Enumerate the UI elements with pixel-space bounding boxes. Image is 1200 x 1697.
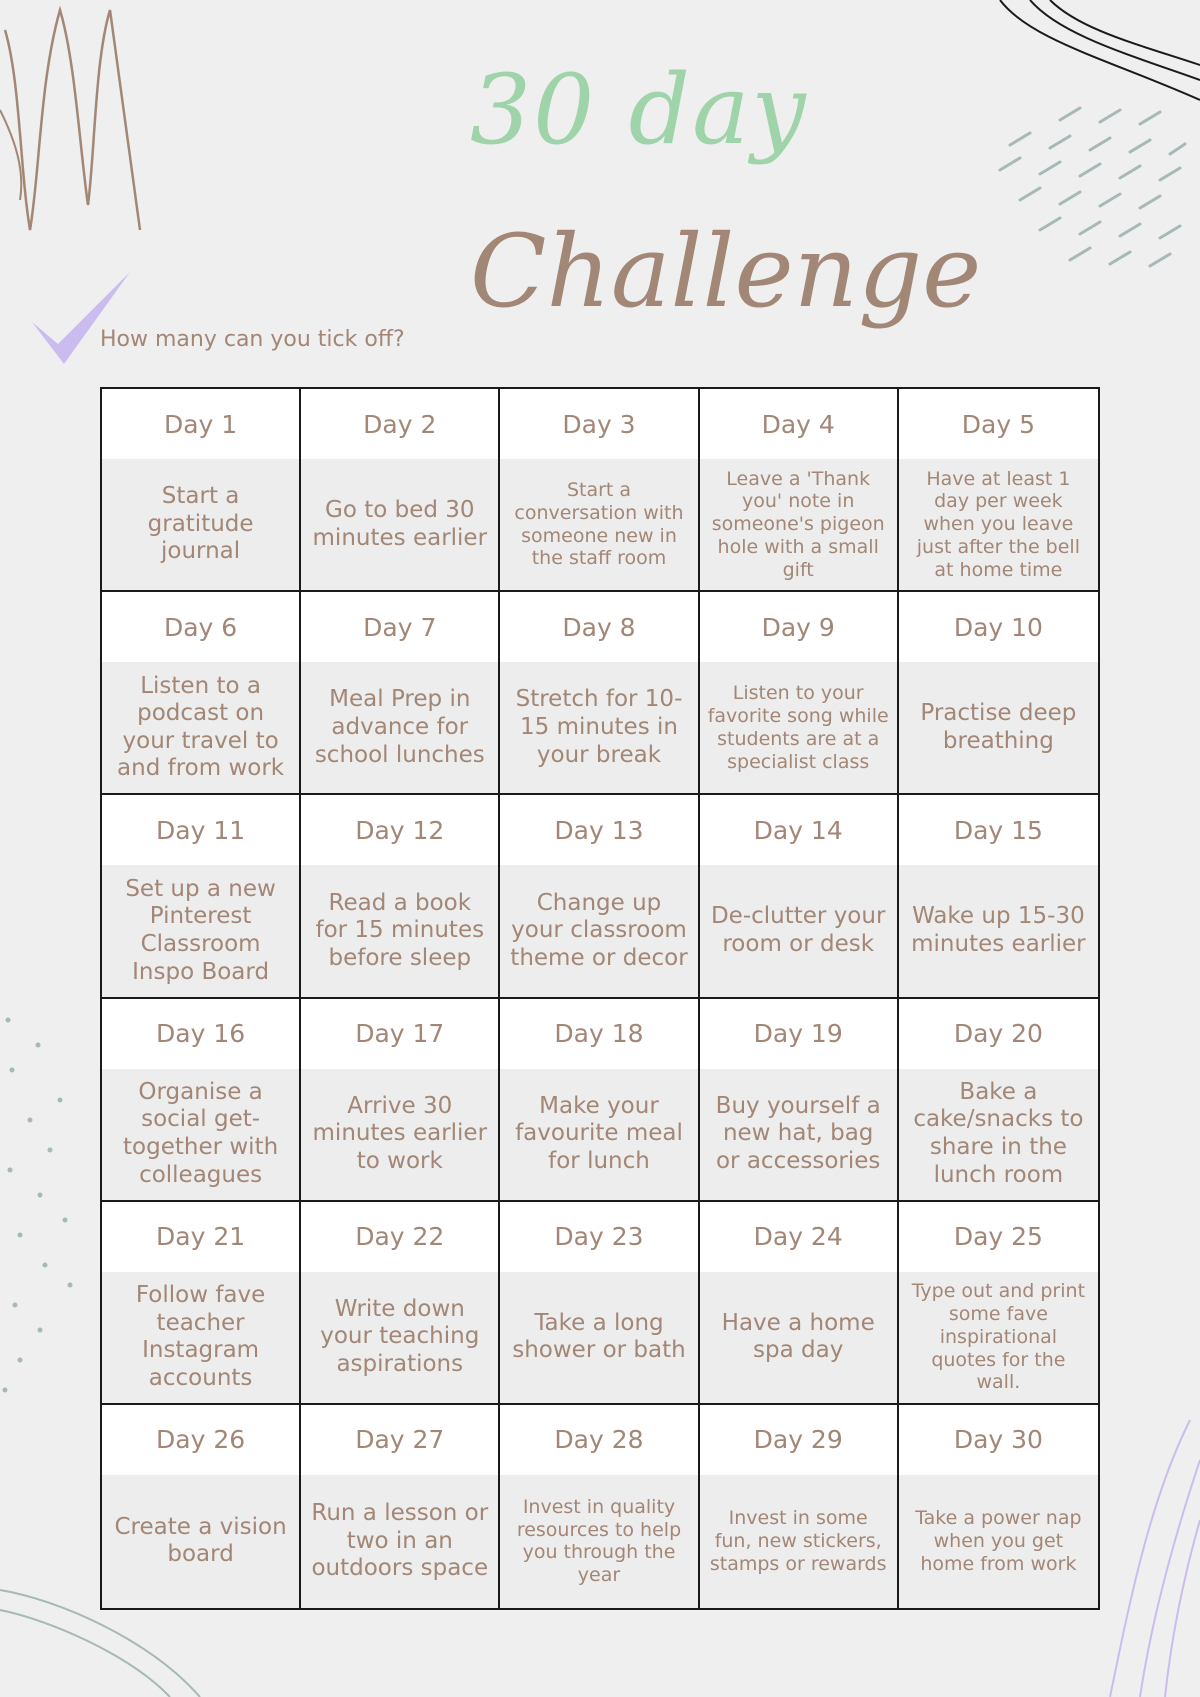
day-cell bbox=[301, 592, 500, 795]
day-task: Practise deep breathing bbox=[899, 662, 1098, 793]
day-label: Day 26 bbox=[102, 1405, 299, 1475]
day-cell bbox=[301, 389, 500, 592]
day-label: Day 13 bbox=[500, 795, 697, 865]
day-task: Read a book for 15 minutes before sleep bbox=[301, 865, 498, 996]
day-label: Day 20 bbox=[899, 999, 1098, 1069]
day-label: Day 9 bbox=[700, 592, 897, 662]
title-line-2: Challenge bbox=[470, 213, 982, 330]
day-cell bbox=[899, 592, 1098, 795]
day-cell bbox=[500, 795, 699, 998]
day-task: Buy yourself a new hat, bag or accessories bbox=[700, 1069, 897, 1200]
day-label: Day 19 bbox=[700, 999, 897, 1069]
day-cell bbox=[899, 1202, 1098, 1405]
subtitle: How many can you tick off? bbox=[100, 327, 405, 352]
day-label: Day 21 bbox=[102, 1202, 299, 1272]
day-task: Make your favourite meal for lunch bbox=[500, 1069, 697, 1200]
day-cell bbox=[102, 999, 301, 1202]
day-label: Day 18 bbox=[500, 999, 697, 1069]
day-task: Meal Prep in advance for school lunches bbox=[301, 662, 498, 793]
day-task: Start a gratitude journal bbox=[102, 459, 299, 590]
day-cell bbox=[102, 592, 301, 795]
day-cell bbox=[102, 1202, 301, 1405]
day-label: Day 3 bbox=[500, 389, 697, 459]
day-task: Listen to a podcast on your travel to and from work bbox=[102, 662, 299, 793]
title-line-1: 30 day bbox=[470, 54, 808, 166]
day-label: Day 28 bbox=[500, 1405, 697, 1475]
day-label: Day 22 bbox=[301, 1202, 498, 1272]
day-cell bbox=[102, 1405, 301, 1608]
day-cell bbox=[500, 592, 699, 795]
purple-scribble-decoration bbox=[1090, 1400, 1200, 1697]
day-task: Listen to your favorite song while students are at a specialist class bbox=[700, 662, 897, 793]
day-task: Have a home spa day bbox=[700, 1272, 897, 1403]
day-label: Day 1 bbox=[102, 389, 299, 459]
day-label: Day 23 bbox=[500, 1202, 697, 1272]
day-cell bbox=[301, 999, 500, 1202]
day-cell bbox=[899, 795, 1098, 998]
day-cell bbox=[700, 999, 899, 1202]
day-task: Create a vision board bbox=[102, 1475, 299, 1608]
day-task: Follow fave teacher Instagram accounts bbox=[102, 1272, 299, 1403]
day-task: Wake up 15-30 minutes earlier bbox=[899, 865, 1098, 996]
day-cell bbox=[899, 389, 1098, 592]
day-label: Day 5 bbox=[899, 389, 1098, 459]
dash-pattern-decoration bbox=[990, 100, 1190, 300]
day-cell bbox=[301, 1405, 500, 1608]
day-cell bbox=[899, 999, 1098, 1202]
day-cell bbox=[500, 999, 699, 1202]
day-task: Arrive 30 minutes earlier to work bbox=[301, 1069, 498, 1200]
day-cell bbox=[899, 1405, 1098, 1608]
day-label: Day 16 bbox=[102, 999, 299, 1069]
day-label: Day 30 bbox=[899, 1405, 1098, 1475]
challenge-grid bbox=[100, 387, 1100, 1610]
day-task: Write down your teaching aspirations bbox=[301, 1272, 498, 1403]
day-task: Stretch for 10-15 minutes in your break bbox=[500, 662, 697, 793]
day-task: Have at least 1 day per week when you leave just after the bell at home time bbox=[899, 459, 1098, 590]
day-cell bbox=[700, 592, 899, 795]
day-task: Organise a social get-together with colleagues bbox=[102, 1069, 299, 1200]
day-cell bbox=[500, 389, 699, 592]
day-task: Start a conversation with someone new in the staff room bbox=[500, 459, 697, 590]
check-icon bbox=[30, 272, 135, 367]
day-label: Day 4 bbox=[700, 389, 897, 459]
day-task: Go to bed 30 minutes earlier bbox=[301, 459, 498, 590]
day-cell bbox=[500, 1202, 699, 1405]
day-task: Take a long shower or bath bbox=[500, 1272, 697, 1403]
day-label: Day 27 bbox=[301, 1405, 498, 1475]
day-task: Invest in some fun, new stickers, stamps or rewards bbox=[700, 1475, 897, 1608]
day-task: Run a lesson or two in an outdoors space bbox=[301, 1475, 498, 1608]
day-cell bbox=[102, 389, 301, 592]
day-label: Day 7 bbox=[301, 592, 498, 662]
day-cell bbox=[700, 389, 899, 592]
day-cell bbox=[700, 795, 899, 998]
day-label: Day 2 bbox=[301, 389, 498, 459]
day-task: Bake a cake/snacks to share in the lunch room bbox=[899, 1069, 1098, 1200]
day-task: Set up a new Pinterest Classroom Inspo Board bbox=[102, 865, 299, 996]
day-task: Change up your classroom theme or decor bbox=[500, 865, 697, 996]
day-cell bbox=[700, 1202, 899, 1405]
day-cell bbox=[700, 1405, 899, 1608]
day-label: Day 10 bbox=[899, 592, 1098, 662]
day-label: Day 25 bbox=[899, 1202, 1098, 1272]
day-task: Take a power nap when you get home from work bbox=[899, 1475, 1098, 1608]
day-label: Day 12 bbox=[301, 795, 498, 865]
day-cell bbox=[500, 1405, 699, 1608]
day-label: Day 11 bbox=[102, 795, 299, 865]
day-label: Day 15 bbox=[899, 795, 1098, 865]
day-task: Leave a 'Thank you' note in someone's pigeon hole with a small gift bbox=[700, 459, 897, 590]
day-cell bbox=[102, 795, 301, 998]
day-label: Day 14 bbox=[700, 795, 897, 865]
day-task: Invest in quality resources to help you through the year bbox=[500, 1475, 697, 1608]
day-label: Day 6 bbox=[102, 592, 299, 662]
day-label: Day 17 bbox=[301, 999, 498, 1069]
dot-pattern-decoration bbox=[0, 1010, 90, 1410]
day-label: Day 24 bbox=[700, 1202, 897, 1272]
brown-scribble-decoration bbox=[0, 0, 160, 240]
day-cell bbox=[301, 795, 500, 998]
day-task: Type out and print some fave inspirational quotes for the wall. bbox=[899, 1272, 1098, 1403]
day-label: Day 8 bbox=[500, 592, 697, 662]
day-task: De-clutter your room or desk bbox=[700, 865, 897, 996]
day-label: Day 29 bbox=[700, 1405, 897, 1475]
day-cell bbox=[301, 1202, 500, 1405]
